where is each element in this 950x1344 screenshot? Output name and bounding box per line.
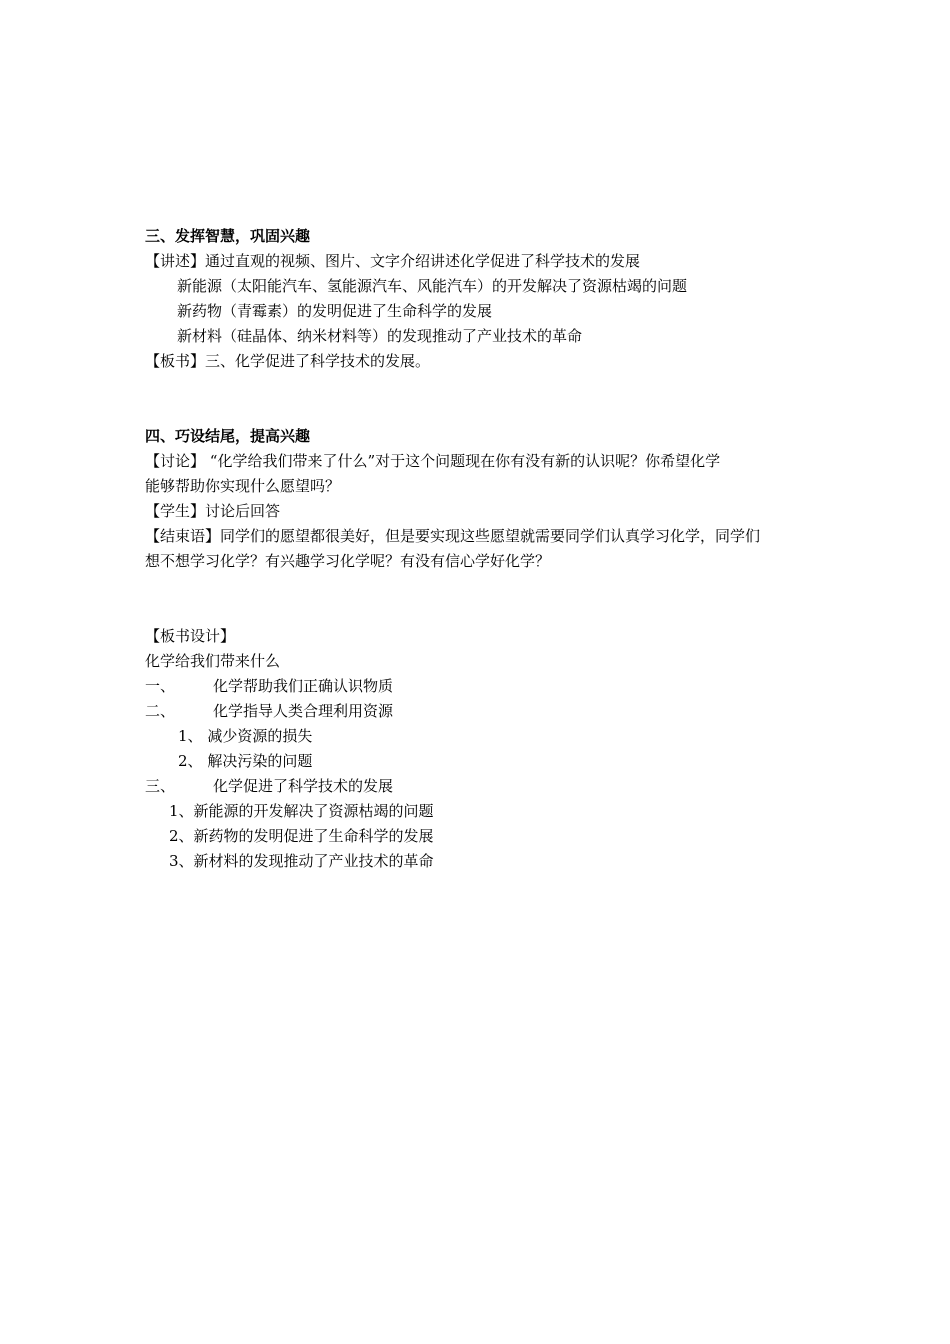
section4-discussion bbox=[145, 449, 825, 474]
point-text: 化学帮助我们正确认识物质 bbox=[213, 677, 394, 695]
section3-item: 新药物（青霉素）的发明促进了生命科学的发展 bbox=[177, 302, 493, 320]
section4-student bbox=[145, 499, 825, 524]
subpoint-number: 1、 bbox=[178, 727, 203, 745]
student-text: 讨论后回答 bbox=[205, 502, 281, 520]
section3-narration bbox=[145, 249, 825, 274]
closing-tag: 【结束语】 bbox=[145, 527, 221, 545]
board-point-2 bbox=[145, 699, 825, 724]
point-text: 化学促进了科学技术的发展 bbox=[213, 777, 394, 795]
point-number: 二、 bbox=[145, 702, 176, 720]
closing-text: 同学们的愿望都很美好，但是要实现这些愿望就需要同学们认真学习化学，同学们 bbox=[220, 527, 761, 545]
board-subpoint bbox=[145, 849, 825, 874]
section4-closing-cont: 想不想学习化学？有兴趣学习化学呢？有没有信心学好化学？ bbox=[145, 552, 551, 570]
board-subpoint bbox=[145, 799, 825, 824]
section3-item: 新材料（硅晶体、纳米材料等）的发现推动了产业技术的革命 bbox=[177, 327, 583, 345]
subpoint-number: 3、 bbox=[169, 852, 194, 870]
subpoint-text: 新能源的开发解决了资源枯竭的问题 bbox=[193, 802, 434, 820]
point-number: 一、 bbox=[145, 677, 176, 695]
board-subpoint bbox=[145, 824, 825, 849]
board-tag: 【板书】 bbox=[145, 352, 206, 370]
subpoint-number: 2、 bbox=[169, 827, 194, 845]
section4-discussion-cont: 能够帮助你实现什么愿望吗？ bbox=[145, 477, 341, 495]
subpoint-text: 新药物的发明促进了生命科学的发展 bbox=[193, 827, 434, 845]
subpoint-number: 2、 bbox=[178, 752, 203, 770]
board-point-3 bbox=[145, 774, 825, 799]
discussion-text: “化学给我们带来了什么”对于这个问题现在你有没有新的认识呢？你希望化学 bbox=[205, 452, 721, 470]
section4-heading: 四、巧设结尾，提高兴趣 bbox=[145, 427, 311, 445]
subpoint-text: 解决污染的问题 bbox=[207, 752, 313, 770]
board-point-1 bbox=[145, 674, 825, 699]
discussion-tag: 【讨论】 bbox=[145, 452, 206, 470]
board-text: 三、化学促进了科学技术的发展。 bbox=[205, 352, 431, 370]
section3-item: 新能源（太阳能汽车、氢能源汽车、风能汽车）的开发解决了资源枯竭的问题 bbox=[177, 277, 688, 295]
board-design-title: 化学给我们带来什么 bbox=[145, 652, 281, 670]
section3-heading: 三、发挥智慧，巩固兴趣 bbox=[145, 227, 311, 245]
board-design-tag: 【板书设计】 bbox=[145, 627, 236, 645]
section3-board bbox=[145, 349, 825, 374]
student-tag: 【学生】 bbox=[145, 502, 206, 520]
narration-tag: 【讲述】 bbox=[145, 252, 206, 270]
board-subpoint bbox=[145, 749, 825, 774]
document-page bbox=[145, 224, 825, 874]
subpoint-text: 新材料的发现推动了产业技术的革命 bbox=[193, 852, 434, 870]
subpoint-text: 减少资源的损失 bbox=[207, 727, 313, 745]
narration-text: 通过直观的视频、图片、文字介绍讲述化学促进了科学技术的发展 bbox=[205, 252, 641, 270]
board-subpoint bbox=[145, 724, 825, 749]
subpoint-number: 1、 bbox=[169, 802, 194, 820]
section4-closing bbox=[145, 524, 825, 549]
point-text: 化学指导人类合理利用资源 bbox=[213, 702, 394, 720]
point-number: 三、 bbox=[145, 777, 176, 795]
